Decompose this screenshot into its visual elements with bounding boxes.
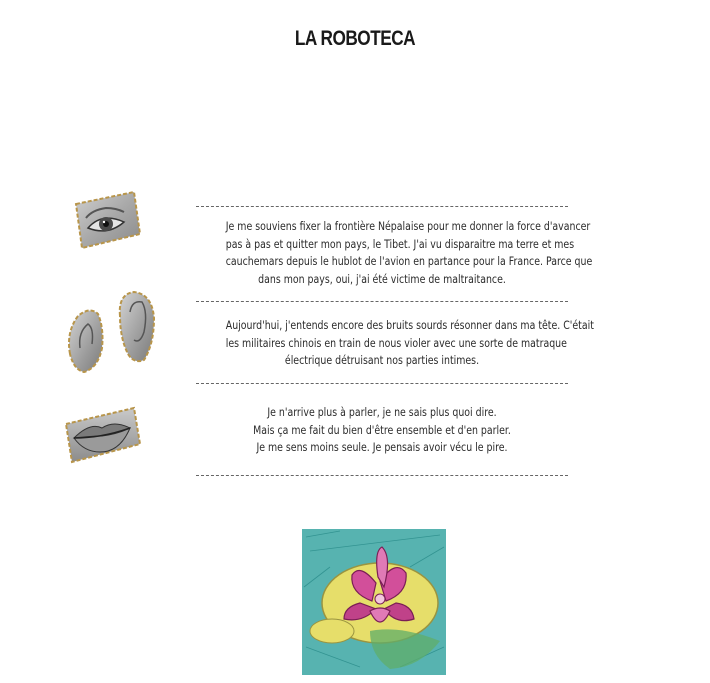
story-line: dans mon pays, oui, j'ai été victime de maltraitance. <box>258 272 506 286</box>
divider <box>196 475 568 476</box>
divider <box>196 383 568 384</box>
story-line: Aujourd'hui, j'entends encore des bruits sourds résonner dans ma tête. C'était <box>225 319 594 332</box>
story-line: pas à pas et quitter mon pays, le Tibet. J'ai vu disparaitre ma terre et mes <box>225 237 575 251</box>
story-line: cauchemars depuis le hublot de l'avion en partance pour la France. Parce que <box>225 255 593 268</box>
story-line: Je me sens moins seule. Je pensais avoir vécu le pire. <box>256 441 508 454</box>
eye-photo <box>70 188 142 252</box>
divider <box>196 206 568 207</box>
story-line: les militaires chinois en train de nous violer avec une sorte de matraque <box>225 336 567 350</box>
divider <box>196 301 568 302</box>
ears-photo <box>62 288 164 380</box>
story-line: Je n'arrive plus à parler, je ne sais plus quoi dire. <box>267 406 497 419</box>
page-title: LA ROBOTECA <box>294 27 416 50</box>
story-line: électrique détruisant nos parties intimes. <box>284 354 480 367</box>
story-paragraph-2 <box>196 317 594 370</box>
story-line: Je me souviens fixer la frontière Népalaise pour me donner la force d'avancer <box>225 220 591 233</box>
story-line: Mais ça me fait du bien d'être ensemble et d'en parler. <box>253 423 511 437</box>
story-paragraph-1 <box>196 218 593 288</box>
story-paragraph-3 <box>196 404 568 457</box>
lips-photo <box>62 404 142 466</box>
lotus-drawing-icon <box>300 527 448 677</box>
